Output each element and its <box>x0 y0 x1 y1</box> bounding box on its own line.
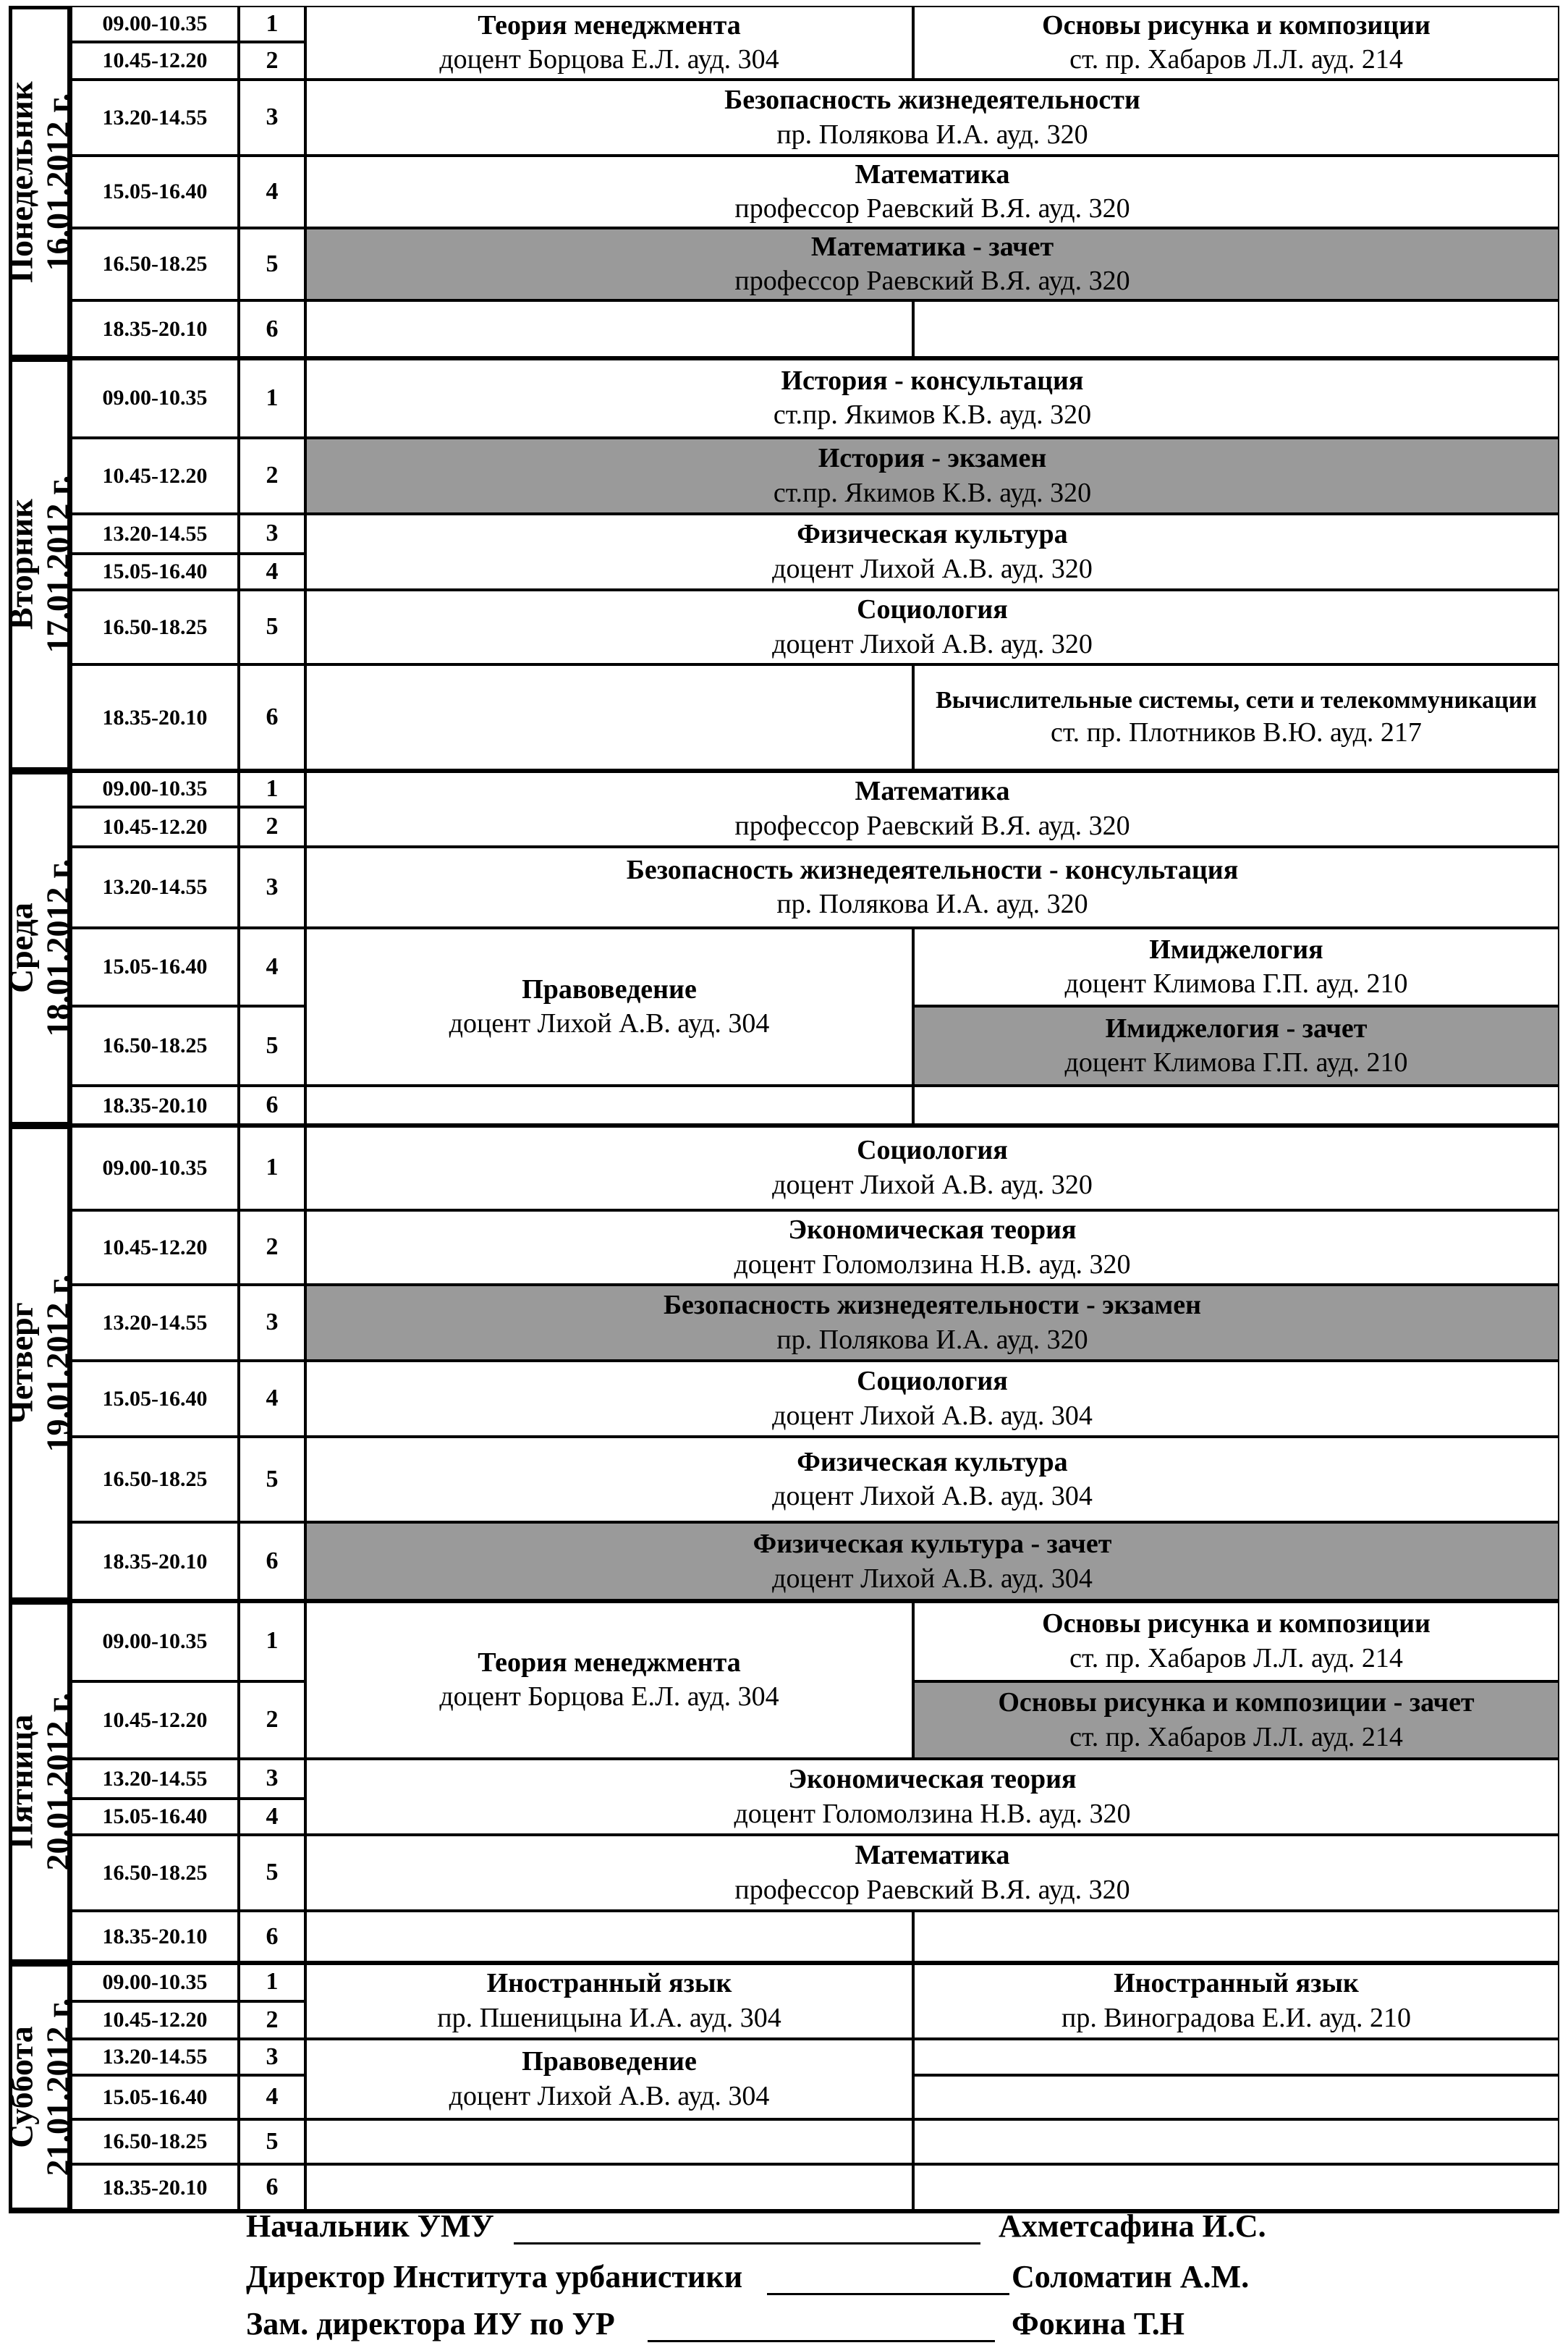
teacher-room: пр. Пшеницына И.А. ауд. 304 <box>437 2002 781 2033</box>
day-cell <box>2 771 77 1126</box>
teacher-room: пр. Полякова И.А. ауд. 320 <box>776 119 1088 150</box>
time-slot: 15.05-16.40 <box>102 1804 208 1829</box>
signature-position: Зам. директора ИУ по УР <box>246 2306 615 2341</box>
subject-name: Социология <box>857 594 1008 625</box>
time-cell <box>71 847 239 928</box>
lesson-cell <box>305 1759 1559 1835</box>
subject-name: Иностранный язык <box>1114 1968 1359 1998</box>
lesson-number: 3 <box>266 1309 279 1336</box>
empty-cell <box>305 300 913 358</box>
time-slot: 10.45-12.20 <box>102 48 208 73</box>
lesson-number: 6 <box>266 704 279 731</box>
time-slot: 13.20-14.55 <box>102 521 208 546</box>
lesson-cell <box>305 438 1559 514</box>
teacher-room: доцент Лихой А.В. ауд. 304 <box>449 2080 770 2111</box>
lesson-cell <box>305 80 1559 156</box>
lesson-number: 5 <box>266 1859 279 1886</box>
lesson-cell <box>305 1437 1559 1522</box>
lesson-number-cell <box>239 1285 305 1361</box>
teacher-room: ст. пр. Хабаров Л.Л. ауд. 214 <box>1069 1642 1403 1673</box>
time-cell <box>71 2075 239 2119</box>
lesson-number: 2 <box>266 2006 279 2033</box>
lesson-cell <box>305 590 1559 664</box>
day-label <box>3 476 76 654</box>
lesson-cell <box>913 664 1559 771</box>
time-slot: 16.50-18.25 <box>102 615 208 639</box>
time-cell <box>71 1759 239 1799</box>
empty-cell <box>305 1911 913 1963</box>
day-label <box>3 1275 76 1453</box>
weekday: Четверг <box>2 1302 40 1424</box>
teacher-room: пр. Полякова И.А. ауд. 320 <box>776 1324 1088 1355</box>
subject-name: Имиджелогия - зачет <box>1105 1013 1368 1044</box>
lesson-number-cell <box>239 1759 305 1799</box>
lesson-number: 3 <box>266 520 279 547</box>
subject-name: Экономическая теория <box>788 1215 1077 1245</box>
lesson-cell <box>305 1835 1559 1911</box>
lesson-number-cell <box>239 80 305 156</box>
teacher-room: доцент Голомолзина Н.В. ауд. 320 <box>734 1249 1131 1280</box>
signature-name: Ахметсафина И.С. <box>999 2208 1266 2244</box>
empty-cell <box>913 300 1559 358</box>
time-slot: 16.50-18.25 <box>102 1034 208 1058</box>
lesson-number: 5 <box>266 1465 279 1492</box>
date: 19.01.2012 г. <box>39 1274 77 1453</box>
signature-name: Фокина Т.Н <box>1012 2306 1185 2341</box>
lesson-number: 4 <box>266 1802 279 1830</box>
lesson-cell <box>305 156 1559 228</box>
time-cell <box>71 1285 239 1361</box>
weekday: Среда <box>2 903 40 994</box>
time-cell <box>71 358 239 438</box>
time-slot: 10.45-12.20 <box>102 463 208 488</box>
empty-cell <box>305 664 913 771</box>
teacher-room: доцент Лихой А.В. ауд. 304 <box>772 1481 1093 1511</box>
lesson-cell <box>305 847 1559 928</box>
time-cell <box>71 1963 239 2001</box>
subject-name: Имиджелогия <box>1149 934 1323 965</box>
lesson-number-cell <box>239 590 305 664</box>
time-cell <box>71 228 239 300</box>
lesson-cell <box>305 514 1559 590</box>
time-slot: 13.20-14.55 <box>102 2045 208 2069</box>
lesson-number-cell <box>239 554 305 590</box>
day-separator <box>9 2209 1559 2213</box>
lesson-number: 6 <box>266 2174 279 2201</box>
lesson-cell <box>305 1361 1559 1437</box>
time-cell <box>71 80 239 156</box>
lesson-number: 3 <box>266 1765 279 1792</box>
lesson-number-cell <box>239 1522 305 1601</box>
time-slot: 13.20-14.55 <box>102 1766 208 1791</box>
lesson-number: 2 <box>266 1706 279 1733</box>
lesson-number: 4 <box>266 177 279 205</box>
lesson-number: 3 <box>266 104 279 131</box>
time-cell <box>71 2039 239 2075</box>
time-cell <box>71 1601 239 1681</box>
day-cell <box>2 6 76 358</box>
teacher-room: ст.пр. Якимов К.В. ауд. 320 <box>773 400 1092 430</box>
empty-cell <box>913 2039 1559 2075</box>
lesson-number: 4 <box>266 2083 279 2111</box>
time-slot: 18.35-20.10 <box>102 1925 208 1949</box>
lesson-number: 1 <box>266 384 279 411</box>
empty-cell <box>913 2075 1559 2119</box>
lesson-number: 5 <box>266 1031 279 1059</box>
time-cell <box>71 300 239 358</box>
time-cell <box>71 664 239 771</box>
time-cell <box>71 514 239 554</box>
teacher-room: профессор Раевский В.Я. ауд. 320 <box>734 1874 1130 1905</box>
lesson-number: 4 <box>266 557 279 585</box>
lesson-cell <box>305 1601 913 1759</box>
date: 21.01.2012 г. <box>39 1998 77 2176</box>
subject-name: Математика - зачет <box>810 231 1054 262</box>
subject-name: Физическая культура - зачет <box>753 1529 1112 1559</box>
time-slot: 15.05-16.40 <box>102 180 208 204</box>
teacher-room: ст. пр. Плотников В.Ю. ауд. 217 <box>1051 717 1422 748</box>
subject-name: Математика <box>855 776 1010 806</box>
subject-name: Теория менеджмента <box>478 1647 741 1678</box>
time-slot: 16.50-18.25 <box>102 1860 208 1885</box>
day-label <box>3 1693 76 1871</box>
lesson-number: 2 <box>266 462 279 489</box>
time-cell <box>71 1799 239 1835</box>
time-slot: 13.20-14.55 <box>102 105 208 130</box>
subject-name: Теория менеджмента <box>478 9 741 41</box>
time-cell <box>71 2119 239 2164</box>
lesson-number: 4 <box>266 1385 279 1412</box>
empty-cell <box>913 1086 1559 1126</box>
subject-name: История - экзамен <box>818 443 1047 473</box>
subject-name: Социология <box>857 1135 1008 1165</box>
lesson-number-cell <box>239 1799 305 1835</box>
date: 20.01.2012 г. <box>39 1693 77 1871</box>
lesson-number-cell <box>239 156 305 228</box>
time-cell <box>71 1835 239 1911</box>
lesson-number: 2 <box>266 1233 279 1261</box>
lesson-number-cell <box>239 1835 305 1911</box>
time-slot: 09.00-10.35 <box>102 386 208 410</box>
lesson-number-cell <box>239 807 305 847</box>
lesson-number-cell <box>239 42 305 80</box>
time-slot: 18.35-20.10 <box>102 1549 208 1574</box>
time-cell <box>71 1210 239 1285</box>
signature-position: Начальник УМУ <box>246 2208 494 2244</box>
lesson-number-cell <box>239 2119 305 2164</box>
time-cell <box>71 1437 239 1522</box>
lesson-number: 6 <box>266 1091 279 1119</box>
lesson-number-cell <box>239 358 305 438</box>
day-label <box>3 859 76 1037</box>
time-cell <box>71 42 239 80</box>
teacher-room: профессор Раевский В.Я. ауд. 320 <box>734 193 1130 224</box>
teacher-room: профессор Раевский В.Я. ауд. 320 <box>734 266 1130 296</box>
lesson-number-cell <box>239 664 305 771</box>
teacher-room: профессор Раевский В.Я. ауд. 320 <box>734 810 1130 841</box>
lesson-cell <box>305 771 1559 847</box>
lesson-cell <box>913 6 1559 80</box>
signature-name: Соломатин А.М. <box>1012 2259 1250 2294</box>
time-cell <box>71 156 239 228</box>
time-slot: 16.50-18.25 <box>102 1467 208 1492</box>
lesson-number: 6 <box>266 1922 279 1950</box>
time-cell <box>71 1911 239 1963</box>
teacher-room: доцент Борцова Е.Л. ауд. 304 <box>439 1681 779 1712</box>
time-slot: 09.00-10.35 <box>102 1155 208 1180</box>
time-cell <box>71 6 239 42</box>
lesson-number-cell <box>239 1681 305 1759</box>
subject-name: Основы рисунка и композиции - зачет <box>998 1687 1475 1718</box>
time-cell <box>71 928 239 1006</box>
lesson-number-cell <box>239 1911 305 1963</box>
time-slot: 18.35-20.10 <box>102 1093 208 1118</box>
day-label <box>3 81 76 282</box>
subject-name: Вычислительные системы, сети и телекоммуникации <box>936 686 1537 714</box>
time-cell <box>71 1086 239 1126</box>
time-slot: 16.50-18.25 <box>102 252 208 276</box>
teacher-room: доцент Лихой А.В. ауд. 304 <box>449 1008 770 1039</box>
weekday: Суббота <box>2 2026 40 2148</box>
empty-cell <box>913 2164 1559 2211</box>
lesson-number: 5 <box>266 250 279 277</box>
subject-name: Социология <box>857 1366 1008 1396</box>
time-slot: 10.45-12.20 <box>102 2008 208 2032</box>
empty-cell <box>913 1911 1559 1963</box>
day-cell <box>2 358 77 771</box>
time-cell <box>71 807 239 847</box>
lesson-number-cell <box>239 1210 305 1285</box>
time-cell <box>71 2001 239 2039</box>
teacher-room: доцент Климова Г.П. ауд. 210 <box>1064 968 1408 999</box>
time-cell <box>71 1522 239 1601</box>
lesson-cell <box>913 928 1559 1006</box>
empty-cell <box>305 2164 913 2211</box>
signature-line <box>767 2293 1009 2295</box>
lesson-number: 1 <box>266 1968 279 1996</box>
signature-line <box>514 2242 980 2244</box>
time-cell <box>71 2164 239 2211</box>
time-slot: 09.00-10.35 <box>102 12 208 36</box>
time-cell <box>71 771 239 807</box>
lesson-cell <box>913 1006 1559 1086</box>
lesson-number-cell <box>239 1086 305 1126</box>
lesson-cell <box>305 1126 1559 1210</box>
teacher-room: доцент Лихой А.В. ауд. 320 <box>772 628 1093 659</box>
time-slot: 10.45-12.20 <box>102 814 208 839</box>
empty-cell <box>305 2119 913 2164</box>
time-slot: 15.05-16.40 <box>102 2085 208 2109</box>
lesson-number-cell <box>239 514 305 554</box>
weekday: Вторник <box>2 499 40 630</box>
lesson-number: 5 <box>266 613 279 641</box>
time-slot: 18.35-20.10 <box>102 705 208 730</box>
lesson-number-cell <box>239 300 305 358</box>
lesson-number: 4 <box>266 953 279 980</box>
lesson-number-cell <box>239 6 305 42</box>
time-slot: 18.35-20.10 <box>102 317 208 342</box>
teacher-room: пр. Виноградова Е.И. ауд. 210 <box>1061 2002 1411 2033</box>
subject-name: Иностранный язык <box>486 1968 732 1998</box>
signature-line <box>648 2340 995 2342</box>
subject-name: Математика <box>855 1840 1010 1870</box>
lesson-number-cell <box>239 2164 305 2211</box>
time-cell <box>71 1361 239 1437</box>
weekday: Понедельник <box>2 81 40 283</box>
teacher-room: доцент Лихой А.В. ауд. 304 <box>772 1563 1093 1594</box>
teacher-room: доцент Лихой А.В. ауд. 320 <box>772 553 1093 584</box>
lesson-number: 3 <box>266 2043 279 2070</box>
teacher-room: ст. пр. Хабаров Л.Л. ауд. 214 <box>1069 1721 1403 1752</box>
subject-name: Правоведение <box>522 974 697 1005</box>
lesson-cell <box>305 358 1559 438</box>
time-cell <box>71 590 239 664</box>
lesson-cell <box>305 6 913 80</box>
date: 18.01.2012 г. <box>39 859 77 1037</box>
lesson-cell <box>913 1681 1559 1759</box>
lesson-number-cell <box>239 2039 305 2075</box>
time-slot: 09.00-10.35 <box>102 777 208 801</box>
day-cell <box>2 1601 77 1963</box>
date: 17.01.2012 г. <box>39 476 77 654</box>
teacher-room: доцент Голомолзина Н.В. ауд. 320 <box>734 1798 1131 1829</box>
time-cell <box>71 438 239 514</box>
subject-name: Экономическая теория <box>788 1764 1077 1794</box>
teacher-room: доцент Лихой А.В. ауд. 304 <box>772 1400 1093 1431</box>
lesson-number-cell <box>239 928 305 1006</box>
subject-name: Безопасность жизнедеятельности - консультация <box>626 854 1239 885</box>
subject-name: Основы рисунка и композиции <box>1042 9 1431 41</box>
signature-position: Директор Института урбанистики <box>246 2259 743 2294</box>
empty-cell <box>913 2119 1559 2164</box>
lesson-number-cell <box>239 847 305 928</box>
subject-name: История - консультация <box>781 365 1084 396</box>
lesson-cell <box>305 928 913 1086</box>
lesson-number: 1 <box>266 1154 279 1181</box>
lesson-number: 2 <box>266 46 279 74</box>
time-cell <box>71 1126 239 1210</box>
time-slot: 18.35-20.10 <box>102 2175 208 2200</box>
lesson-cell <box>305 1210 1559 1285</box>
time-slot: 16.50-18.25 <box>102 2129 208 2154</box>
empty-cell <box>305 1086 913 1126</box>
lesson-number-cell <box>239 228 305 300</box>
lesson-number: 6 <box>266 1547 279 1575</box>
lesson-number: 1 <box>266 1627 279 1655</box>
lesson-number-cell <box>239 771 305 807</box>
lesson-cell <box>305 1285 1559 1361</box>
lesson-number-cell <box>239 1361 305 1437</box>
time-cell <box>71 1006 239 1086</box>
time-slot: 15.05-16.40 <box>102 1386 208 1411</box>
lesson-cell <box>913 1963 1559 2039</box>
lesson-cell <box>913 1601 1559 1681</box>
subject-name: Основы рисунка и композиции <box>1042 1608 1431 1639</box>
teacher-room: доцент Борцова Е.Л. ауд. 304 <box>439 44 779 75</box>
teacher-room: ст.пр. Якимов К.В. ауд. 320 <box>773 477 1092 508</box>
lesson-cell <box>305 228 1559 300</box>
time-slot: 10.45-12.20 <box>102 1707 208 1732</box>
subject-name: Физическая культура <box>797 1446 1068 1477</box>
lesson-cell <box>305 1963 913 2039</box>
subject-name: Физическая культура <box>797 519 1068 549</box>
time-cell <box>71 1681 239 1759</box>
time-slot: 15.05-16.40 <box>102 559 208 584</box>
weekday: Пятница <box>2 1715 40 1849</box>
time-cell <box>71 554 239 590</box>
lesson-number: 1 <box>266 9 279 37</box>
teacher-room: доцент Климова Г.П. ауд. 210 <box>1064 1047 1408 1078</box>
time-slot: 09.00-10.35 <box>102 1969 208 1994</box>
lesson-number-cell <box>239 1963 305 2001</box>
lesson-number-cell <box>239 1601 305 1681</box>
lesson-number-cell <box>239 2001 305 2039</box>
lesson-number-cell <box>239 1126 305 1210</box>
lesson-number-cell <box>239 438 305 514</box>
day-cell <box>2 1126 77 1601</box>
day-cell <box>2 1963 77 2211</box>
teacher-room: доцент Лихой А.В. ауд. 320 <box>772 1169 1093 1200</box>
lesson-cell <box>305 2039 913 2119</box>
time-slot: 13.20-14.55 <box>102 875 208 900</box>
subject-name: Правоведение <box>522 2046 697 2077</box>
teacher-room: ст. пр. Хабаров Л.Л. ауд. 214 <box>1069 44 1403 75</box>
day-label <box>3 1998 76 2176</box>
lesson-cell <box>305 1522 1559 1601</box>
lesson-number: 5 <box>266 2127 279 2155</box>
date: 16.01.2012 г. <box>39 93 76 271</box>
lesson-number-cell <box>239 1006 305 1086</box>
time-slot: 13.20-14.55 <box>102 1310 208 1335</box>
lesson-number: 6 <box>266 315 279 342</box>
lesson-number-cell <box>239 1437 305 1522</box>
time-slot: 15.05-16.40 <box>102 955 208 979</box>
lesson-number: 1 <box>266 774 279 802</box>
subject-name: Безопасность жизнедеятельности - экзамен <box>663 1290 1202 1320</box>
lesson-number: 2 <box>266 813 279 840</box>
time-slot: 10.45-12.20 <box>102 1235 208 1259</box>
subject-name: Безопасность жизнедеятельности <box>724 85 1140 115</box>
lesson-number-cell <box>239 2075 305 2119</box>
teacher-room: пр. Полякова И.А. ауд. 320 <box>776 889 1088 919</box>
time-slot: 09.00-10.35 <box>102 1629 208 1653</box>
subject-name: Математика <box>855 159 1010 190</box>
lesson-number: 3 <box>266 873 279 900</box>
